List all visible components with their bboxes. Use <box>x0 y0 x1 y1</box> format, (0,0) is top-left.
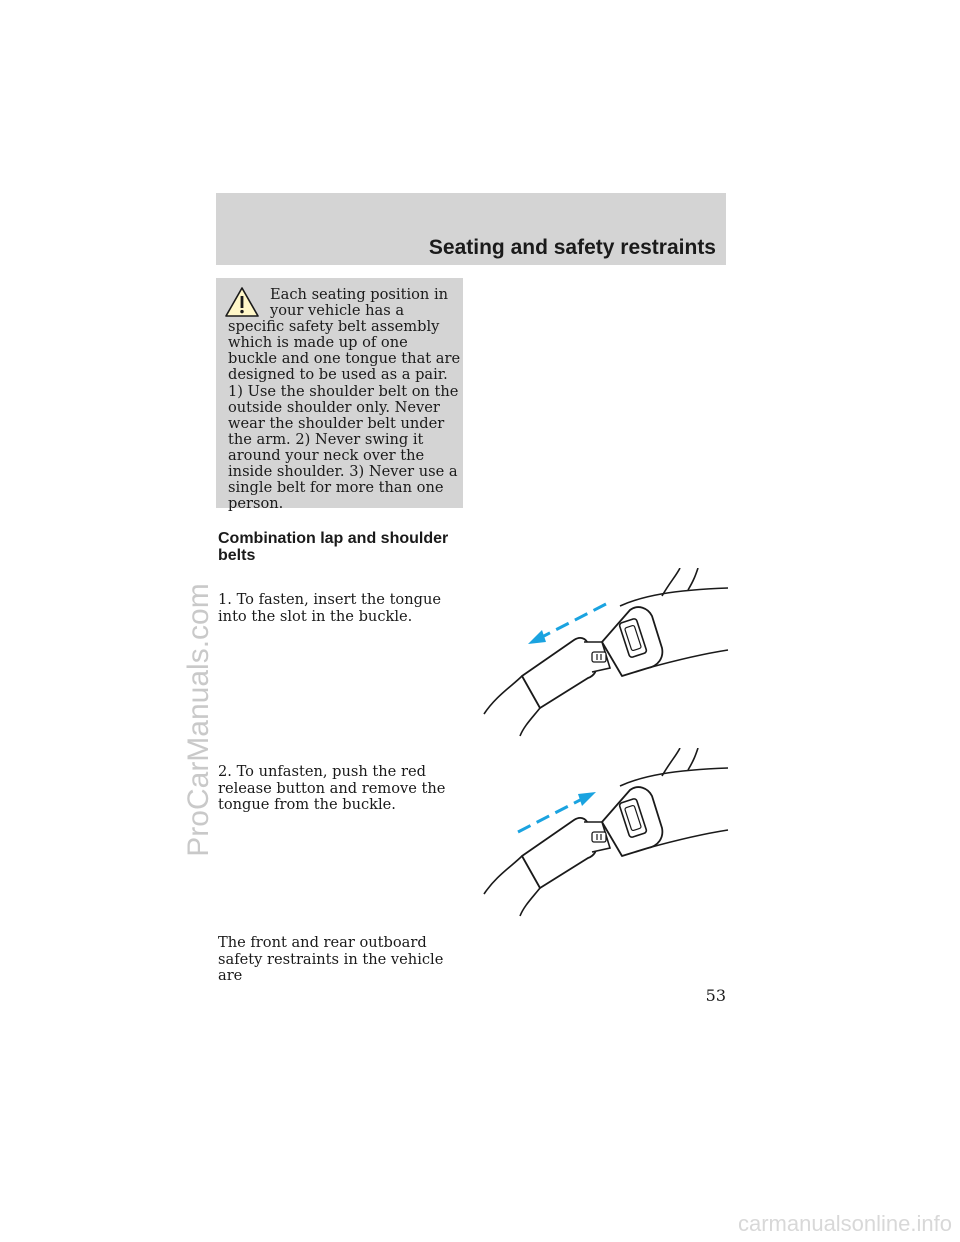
section-header-band <box>216 193 726 265</box>
seatbelt-fasten-illustration <box>482 568 732 740</box>
footer-watermark: carmanualsonline.info <box>737 1211 952 1236</box>
closing-paragraph: The front and rear outboard safety restraints in the vehicle are <box>218 934 444 984</box>
step-unfasten-text: 2. To unfasten, push the red release button and remove the tongue from the buckle. <box>218 763 446 813</box>
side-watermark-text: ProCarManuals.com <box>182 583 215 857</box>
section-heading: Combination lap and shoulder belts <box>218 530 449 564</box>
page-number: 53 <box>705 986 726 1005</box>
step-fasten-text: 1. To fasten, insert the tongue into the slot in the buckle. <box>218 591 441 625</box>
warning-text: Each seating position in your vehicle has a specific safety belt assembly which is made up of one buckle and one tongue that are designed to be used as a pair. 1) Use the shoulder belt on the outside shoulder only. Never wear the shoulder belt under the arm. 2) Never swing it around your neck over the inside shoulder. 3) Never use a single belt for more than one person. <box>228 286 461 513</box>
section-title: Seating and safety restraints <box>428 236 716 259</box>
seatbelt-unfasten-illustration <box>482 748 732 920</box>
warning-box <box>216 278 463 513</box>
